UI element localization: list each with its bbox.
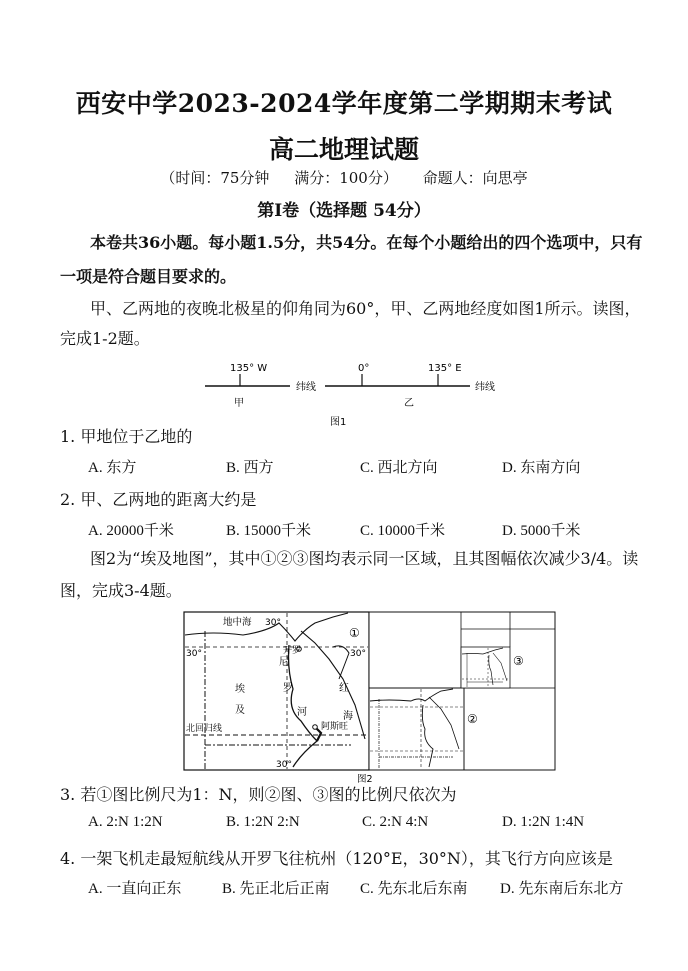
q3-option-d[interactable]: D. 1:2N 1:4N (502, 814, 585, 830)
fig2-lat30-left: 30° (186, 649, 202, 659)
figure-1 (190, 360, 520, 430)
fig1-label-0: 0° (358, 363, 370, 374)
fig2-nile-2: 罗 (283, 683, 293, 694)
fig1-weixian-right: 纬线 (475, 382, 495, 393)
q4-option-b[interactable]: B. 先正北后正南 (222, 881, 330, 897)
group2-line-2: 图，完成3-4题。 (60, 581, 182, 600)
fig2-tropic-label: 北回归线 (186, 724, 223, 734)
fig1-caption: 图1 (330, 417, 347, 428)
intro-line-2: 一项是符合题目要求的。 (60, 267, 237, 286)
q4-option-a[interactable]: A. 一直向正东 (88, 881, 182, 897)
fig2-circle-1: ① (349, 626, 360, 640)
fig1-jia: 甲 (234, 398, 244, 409)
q3-option-a[interactable]: A. 2:N 1:2N (88, 814, 163, 830)
q1-option-a[interactable]: A. 东方 (88, 460, 137, 476)
exam-score: 满分：100分） (294, 169, 398, 187)
fig2-aswan-dot (313, 725, 318, 730)
q3-option-c[interactable]: C. 2:N 4:N (362, 814, 429, 830)
fig2-hong: 红 (339, 683, 349, 694)
fig2-nile-1: 尼 (279, 657, 289, 668)
fig2-hai: 海 (343, 711, 353, 722)
exam-author: 命题人：向思亭 (422, 169, 528, 187)
q2-stem: 2. 甲、乙两地的距离大约是 (60, 490, 257, 509)
group1-line-2: 完成1-2题。 (60, 329, 150, 348)
fig2-aiji-2: 及 (235, 705, 245, 716)
q1-option-b[interactable]: B. 西方 (226, 460, 274, 476)
intro-line-1: 本卷共36小题。每小题1.5分，共54分。在每个小题给出的四个选项中，只有 (90, 233, 643, 252)
q2-option-d[interactable]: D. 5000千米 (502, 523, 581, 539)
fig2-lon30-bottom: 30° (276, 760, 292, 770)
section-heading: 第Ⅰ卷（选择题 54分） (257, 201, 431, 221)
q3-option-b[interactable]: B. 1:2N 2:N (226, 814, 300, 830)
exam-subtitle: 高二地理试题 (268, 135, 419, 164)
exam-time: （时间：75分钟 (160, 169, 270, 187)
q1-option-d[interactable]: D. 东南方向 (502, 460, 581, 476)
fig1-yi: 乙 (404, 398, 414, 409)
fig2-sea-label: 地中海 (223, 617, 252, 628)
fig1-label-135e: 135° E (428, 363, 462, 374)
figure-2 (183, 609, 558, 784)
q2-option-a[interactable]: A. 20000千米 (88, 523, 174, 539)
fig2-aswan-label: 阿斯旺 (321, 722, 349, 732)
q2-option-b[interactable]: B. 15000千米 (226, 523, 312, 539)
fig2-lat30-right: 30° (350, 649, 366, 659)
q4-option-d[interactable]: D. 先东南后东北方 (500, 881, 624, 897)
q3-stem: 3. 若①图比例尺为1：N，则②图、③图的比例尺依次为 (60, 785, 457, 804)
q1-stem: 1. 甲地位于乙地的 (60, 427, 193, 446)
group1-line-1: 甲、乙两地的夜晚北极星的仰角同为60°，甲、乙两地经度如图1所示。读图， (90, 299, 641, 318)
exam-title: 西安中学2023-2024学年度第二学期期末考试 (75, 89, 613, 118)
q1-option-c[interactable]: C. 西北方向 (360, 460, 438, 476)
q4-option-c[interactable]: C. 先东北后东南 (360, 881, 468, 897)
group2-line-1: 图2为“埃及地图”，其中①②③图均表示同一区域，且其图幅依次减少3/4。读 (90, 549, 639, 568)
fig2-aiji-1: 埃 (235, 684, 245, 695)
fig2-lat30-top: 30° (265, 618, 281, 628)
fig2-circle-2: ② (467, 712, 478, 726)
fig2-cairo-label: 开罗 (283, 646, 302, 656)
q4-stem: 4. 一架飞机走最短航线从开罗飞往杭州（120°E，30°N），其飞行方向应该是 (60, 849, 613, 868)
exam-info (0, 167, 688, 188)
fig2-caption: 图2 (357, 774, 373, 784)
fig1-weixian-left: 纬线 (296, 382, 316, 393)
fig2-nile-3: 河 (297, 707, 307, 718)
fig2-circle-3: ③ (513, 654, 524, 668)
q2-option-c[interactable]: C. 10000千米 (360, 523, 446, 539)
fig1-label-135w: 135° W (230, 363, 268, 374)
